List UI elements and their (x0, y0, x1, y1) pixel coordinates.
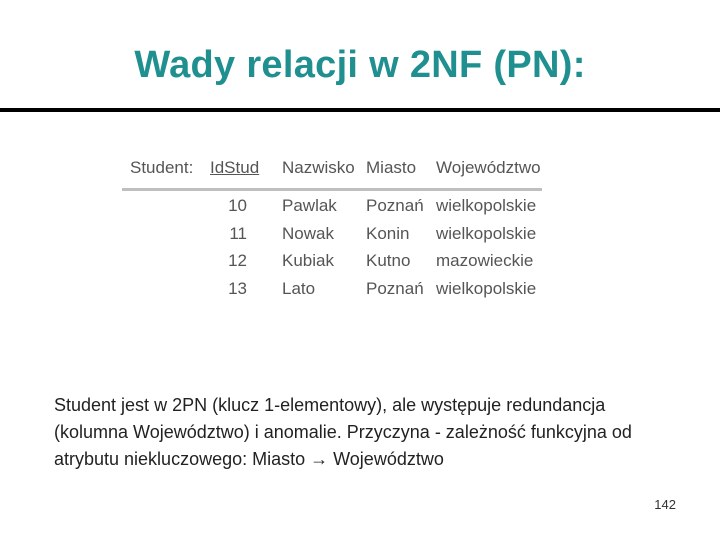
cell-idstud: 10 (228, 196, 247, 215)
title-divider (0, 108, 720, 112)
cell-miasto: Kutno (366, 251, 411, 270)
header-divider (122, 188, 542, 191)
cell-idstud: 12 (228, 251, 247, 270)
page-number: 142 (654, 497, 676, 512)
cell-wojewodztwo: wielkopolskie (436, 196, 537, 215)
cell-wojewodztwo: wielkopolskie (436, 278, 537, 298)
table-row (122, 224, 542, 252)
cell-miasto: Poznań (366, 278, 424, 298)
cell-nazwisko: Lato (282, 278, 316, 298)
column-header-miasto: Miasto (366, 158, 417, 177)
column-header-wojewodztwo: Województwo (436, 158, 541, 177)
explanation-text (54, 392, 654, 473)
slide-title: Wady relacji w 2NF (PN): (134, 44, 586, 86)
cell-idstud: 11 (229, 223, 247, 243)
column-header-idstud: IdStud (210, 158, 260, 177)
explanation-line: Student jest w 2PN (klucz 1-elementowy), ale występuje redundancja (54, 395, 606, 415)
cell-nazwisko: Pawlak (282, 196, 337, 215)
cell-miasto: Poznań (366, 196, 424, 215)
table-row (122, 251, 542, 279)
explanation-line: atrybutu niekluczowego: Miasto → Województwo (54, 449, 444, 469)
table-body (122, 196, 542, 306)
explanation-line: (kolumna Województwo) i anomalie. Przyczyna - zależność funkcyjna od (54, 422, 632, 442)
table-row (122, 196, 542, 224)
relation-name: Student: (130, 158, 194, 177)
cell-idstud: 13 (228, 278, 247, 298)
table-row (122, 279, 542, 307)
cell-nazwisko: Nowak (282, 223, 334, 243)
cell-miasto: Konin (366, 223, 410, 243)
cell-nazwisko: Kubiak (282, 251, 334, 270)
cell-wojewodztwo: wielkopolskie (436, 223, 537, 243)
column-header-nazwisko: Nazwisko (282, 158, 355, 177)
cell-wojewodztwo: mazowieckie (436, 251, 534, 270)
